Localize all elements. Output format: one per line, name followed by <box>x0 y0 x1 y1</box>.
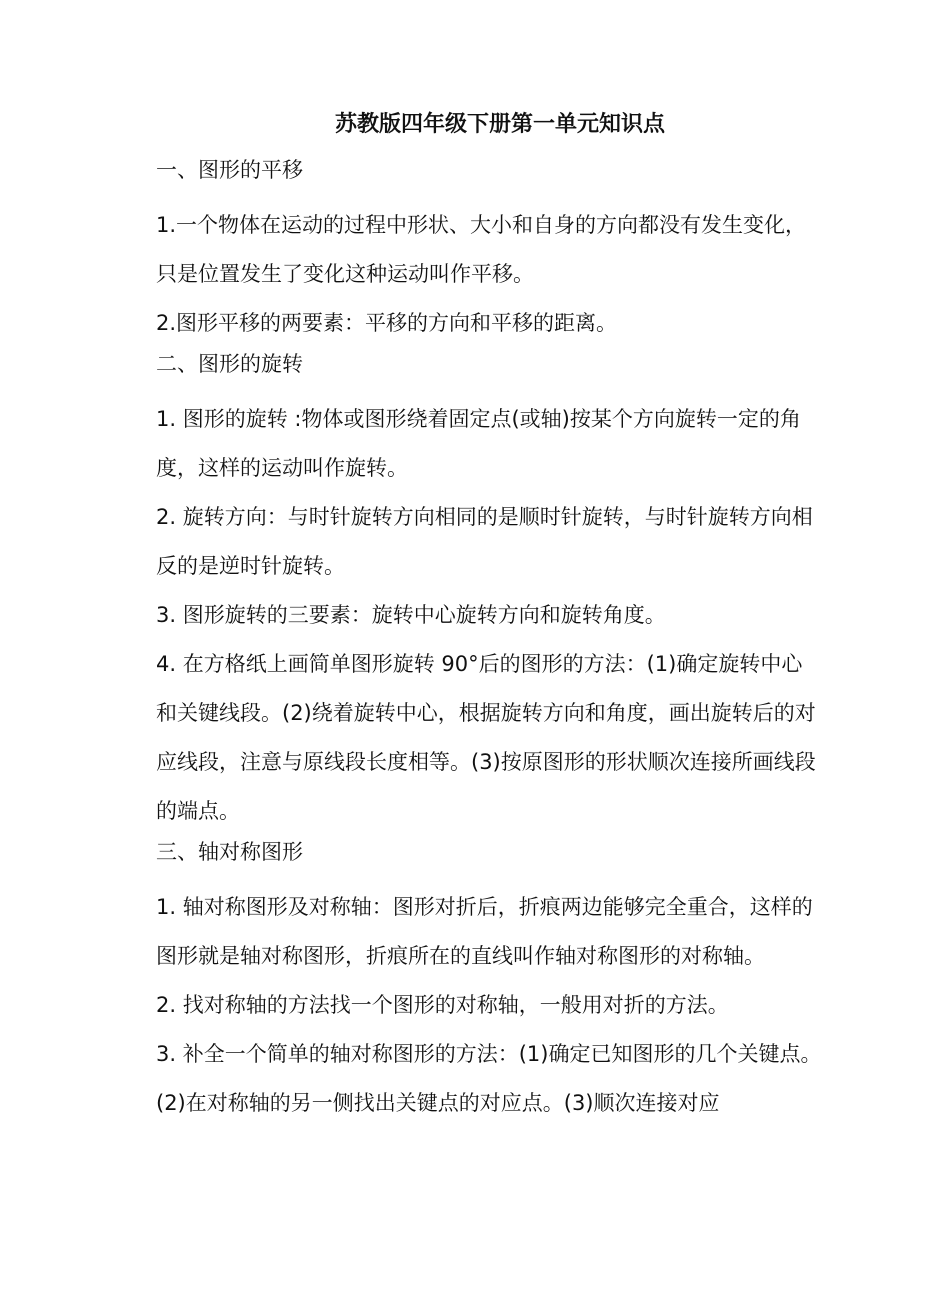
paragraph: 1.一个物体在运动的过程中形状、大小和自身的方向都没有发生变化，只是位置发生了变化这种运动叫作平移。 <box>156 213 807 286</box>
section-heading: 一、图形的平移 <box>156 158 303 182</box>
paragraph: 2. 旋转方向：与时针旋转方向相同的是顺时针旋转，与时针旋转方向相反的是逆时针旋转。 <box>156 505 813 578</box>
paragraph: 1. 轴对称图形及对称轴：图形对折后，折痕两边能够完全重合，这样的图形就是轴对称图形，折痕所在的直线叫作轴对称图形的对称轴。 <box>156 895 813 968</box>
paragraph: 3. 图形旋转的三要素：旋转中心旋转方向和旋转角度。 <box>156 603 666 627</box>
section-heading: 三、轴对称图形 <box>156 840 303 864</box>
document-title: 苏教版四年级下册第一单元知识点 <box>334 112 665 137</box>
paragraph: 1. 图形的旋转 :物体或图形绕着固定点(或轴)按某个方向旋转一定的角度，这样的运动叫作旋转。 <box>156 407 801 480</box>
paragraph: 2. 找对称轴的方法找一个图形的对称轴，一般用对折的方法。 <box>156 993 729 1017</box>
paragraph: 2.图形平移的两要素：平移的方向和平移的距离。 <box>156 311 618 335</box>
section-translation <box>156 154 822 348</box>
paragraph: 3. 补全一个简单的轴对称图形的方法：(1)确定已知图形的几个关键点。(2)在对称轴的另一侧找出关键点的对应点。(3)顺次连接对应 <box>156 1042 822 1115</box>
section-rotation <box>156 348 822 836</box>
paragraph: 4. 在方格纸上画简单图形旋转 90°后的图形的方法：(1)确定旋转中心和关键线段。(2)绕着旋转中心，根据旋转方向和角度，画出旋转后的对应线段，注意与原线段长度相等。(3)按原图形的形状顺次连接所画线段的端点。 <box>156 652 816 823</box>
section-heading: 二、图形的旋转 <box>156 352 303 376</box>
section-axial-symmetry <box>156 836 822 1128</box>
